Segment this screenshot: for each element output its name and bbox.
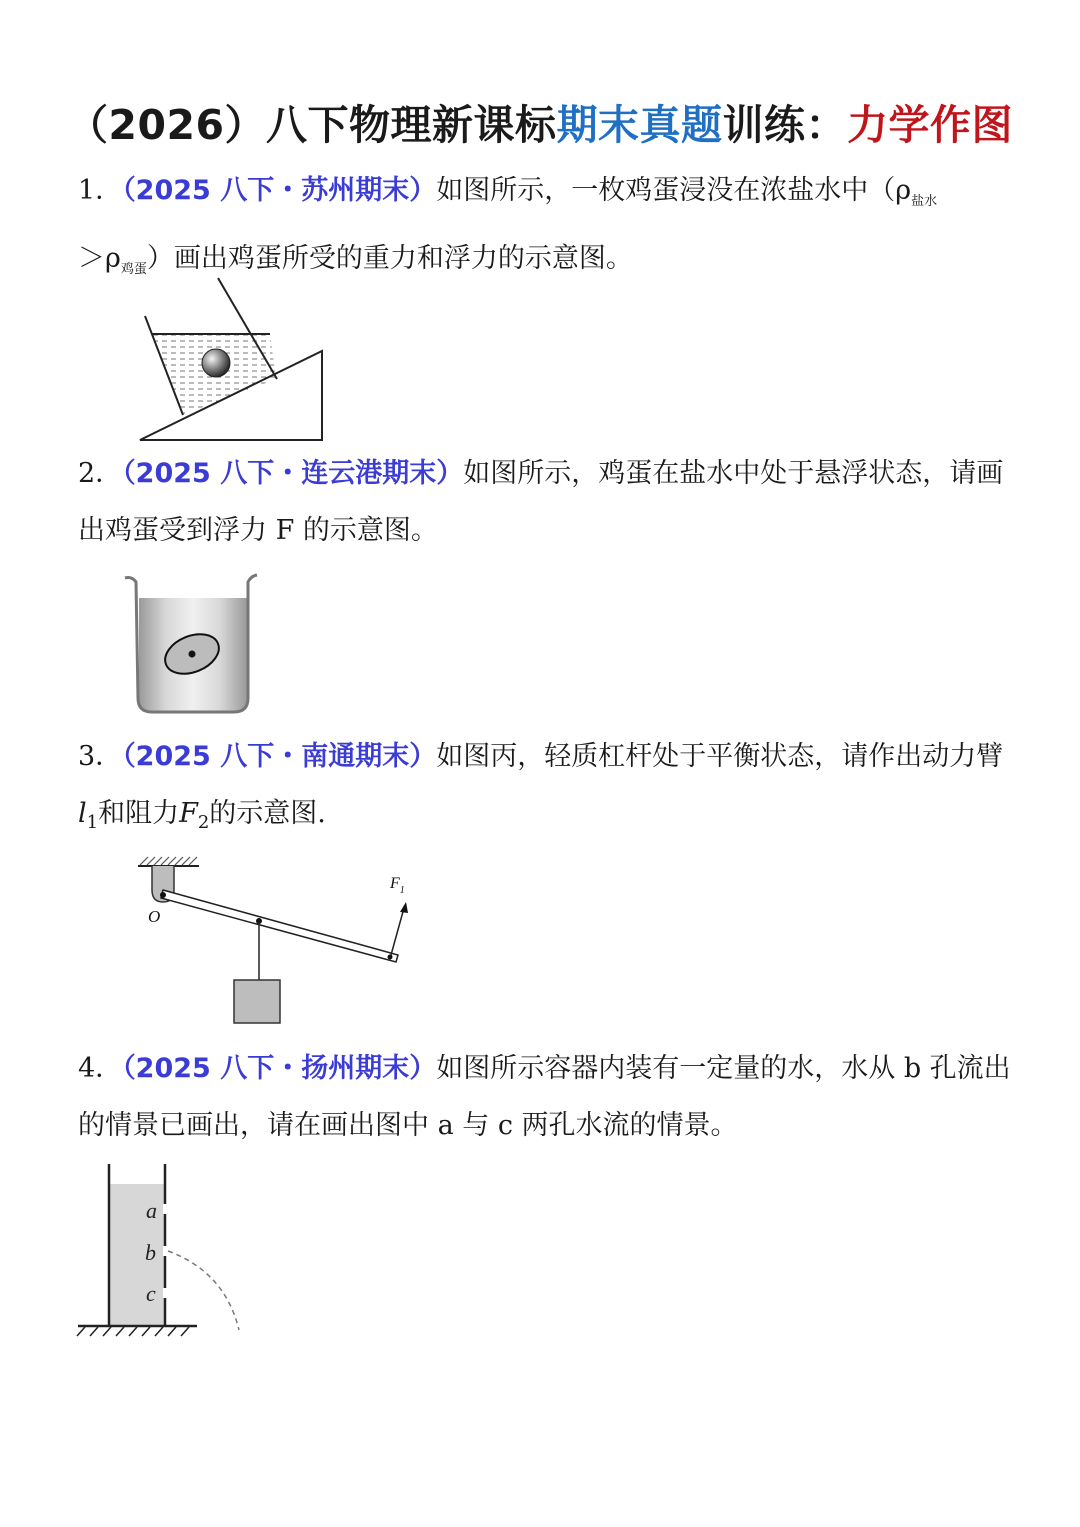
page-title: （2026）八下物理新课标期末真题训练：力学作图: [66, 101, 1014, 149]
question-source: （2025 八下・南通期末）: [122, 741, 437, 772]
hole-label-b: b: [145, 1240, 156, 1265]
figure-egg-in-tilted-beaker: [125, 272, 340, 447]
question-3: 3．（2025 八下・南通期末）如图丙，轻质杠杆处于平衡状态，请作出动力臂$l_1$和阻力$F_2$的示意图.: [78, 741, 1004, 833]
question-1: 1．（2025 八下・苏州期末）如图所示，一枚鸡蛋浸没在浓盐水中（$\rho_{盐水}$ $>\rho_{鸡蛋}$）画出鸡蛋所受的重力和浮力的示意图。: [78, 175, 938, 277]
figure-egg-in-beaker: [118, 568, 260, 720]
question-number: 3．: [78, 741, 123, 772]
hanging-block: [234, 980, 280, 1023]
question-source: （2025 八下・苏州期末）: [122, 175, 437, 206]
question-number: 1．: [78, 175, 123, 206]
point-o-label: O: [148, 907, 161, 926]
question-source: （2025 八下・连云港期末）: [122, 458, 464, 489]
question-4: 4．（2025 八下・扬州期末）如图所示容器内装有一定量的水，水从 b 孔流出的情景已画出，请在画出图中 a 与 c 两孔水流的情景。: [78, 1053, 1011, 1141]
question-number: 4．: [78, 1053, 123, 1084]
hole-label-c: c: [146, 1281, 156, 1306]
force-f1-label: $F_1$: [390, 875, 405, 896]
figure-water-container: [75, 1160, 255, 1345]
question-2: 2．（2025 八下・连云港期末）如图所示，鸡蛋在盐水中处于悬浮状态，请画出鸡蛋受到浮力 F 的示意图。: [78, 458, 1004, 546]
hole-label-a: a: [146, 1198, 157, 1223]
figure-lever: [130, 850, 420, 1030]
question-source: （2025 八下・扬州期末）: [122, 1053, 437, 1084]
question-number: 2．: [78, 458, 123, 489]
egg-ball: [202, 349, 230, 377]
water-stream-b: [168, 1251, 239, 1330]
